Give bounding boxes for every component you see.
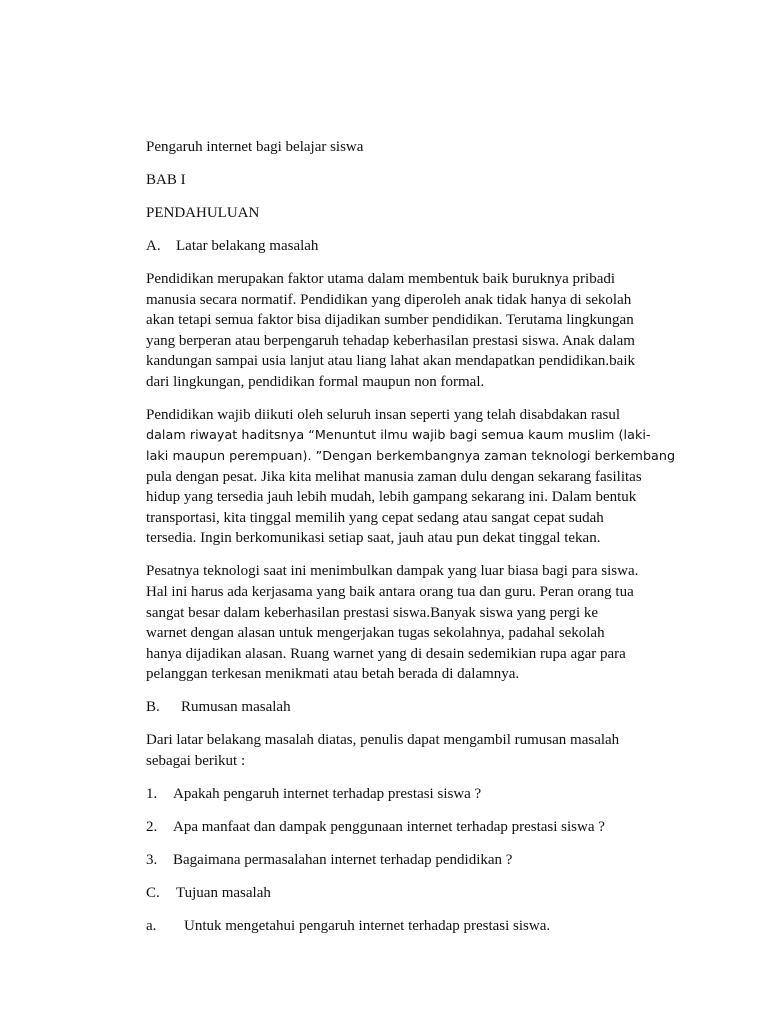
question-text: Apa manfaat dan dampak penggunaan internet terhadap prestasi siswa ? xyxy=(173,818,605,835)
section-b-heading xyxy=(146,697,666,718)
paragraph-line: transportasi, kita tinggal memilih yang cepat sedang atau sangat cepat sudah xyxy=(146,509,604,526)
section-b-marker: B. xyxy=(146,699,160,716)
document-body xyxy=(146,137,676,949)
chapter-title: PENDAHULUAN xyxy=(146,204,260,221)
paragraph-line: Hal ini harus ada kerjasama yang baik antara orang tua dan guru. Peran orang tua xyxy=(146,584,634,601)
paragraph-line: pula dengan pesat. Jika kita melihat manusia zaman dulu dengan sekarang fasilitas xyxy=(146,468,642,485)
paragraph-line xyxy=(146,446,676,467)
paragraph-line: manusia secara normatif. Pendidikan yang diperoleh anak tidak hanya di sekolah xyxy=(146,291,632,308)
paragraph-line: Pendidikan merupakan faktor utama dalam membentuk baik buruknya pribadi xyxy=(146,270,616,287)
question-number: 3. xyxy=(146,851,158,868)
paragraph-3 xyxy=(146,561,666,685)
paragraph-line: dari lingkungan, pendidikan formal maupun non formal. xyxy=(146,373,485,390)
objective-marker: a. xyxy=(146,917,157,934)
paragraph-line: yang berperan atau berpengaruh tehadap keberhasilan prestasi siswa. Anak dalam xyxy=(146,332,635,349)
paragraph-line: sebagai berikut : xyxy=(146,752,246,769)
section-c-heading xyxy=(146,883,666,904)
paragraph-line: kandungan sampai usia lanjut atau liang lahat akan mendapatkan pendidikan.baik xyxy=(146,353,636,370)
paragraph-text: ”Dengan berkembangnya zaman teknologi berkembang xyxy=(315,448,676,464)
paragraph-line: warnet dengan alasan untuk mengerjakan tugas sekolahnya, padahal sekolah xyxy=(146,625,605,642)
question-item xyxy=(146,817,666,838)
section-c-marker: C. xyxy=(146,884,160,901)
paragraph-2 xyxy=(146,405,676,549)
chapter-number: BAB I xyxy=(146,171,186,188)
paragraph-4 xyxy=(146,730,666,771)
section-b-title: Rumusan masalah xyxy=(181,699,291,716)
section-a-title: Latar belakang masalah xyxy=(176,237,319,254)
paragraph-line: Pendidikan wajib diikuti oleh seluruh insan seperti yang telah disabdakan rasul xyxy=(146,406,621,423)
document-title: Pengaruh internet bagi belajar siswa xyxy=(146,139,364,155)
objective-text: Untuk mengetahui pengaruh internet terhadap prestasi siswa. xyxy=(184,917,551,934)
hadith-quote: “Menuntut ilmu wajib bagi semua kaum muslim (laki- xyxy=(308,427,651,443)
question-item xyxy=(146,784,666,805)
objective-item xyxy=(146,916,666,937)
paragraph-line: sangat besar dalam keberhasilan prestasi siswa.Banyak siswa yang pergi ke xyxy=(146,604,599,621)
question-text: Apakah pengaruh internet terhadap prestasi siswa ? xyxy=(173,785,482,802)
question-number: 1. xyxy=(146,785,158,802)
paragraph-line: hanya dijadikan alasan. Ruang warnet yang di desain sedemikian rupa agar para xyxy=(146,645,626,662)
paragraph-line: pelanggan terkesan menikmati atau betah berada di dalamnya. xyxy=(146,666,520,683)
paragraph-line: hidup yang tersedia jauh lebih mudah, lebih gampang sekarang ini. Dalam bentuk xyxy=(146,489,637,506)
question-text: Bagaimana permasalahan internet terhadap pendidikan ? xyxy=(173,851,513,868)
question-number: 2. xyxy=(146,818,158,835)
section-a-marker: A. xyxy=(146,237,161,254)
section-a-heading xyxy=(146,236,666,257)
section-c-title: Tujuan masalah xyxy=(176,884,271,901)
paragraph-line: Dari latar belakang masalah diatas, penulis dapat mengambil rumusan masalah xyxy=(146,732,620,749)
question-item xyxy=(146,850,666,871)
paragraph-1 xyxy=(146,269,666,393)
paragraph-line: akan tetapi semua faktor bisa dijadikan sumber pendidikan. Terutama lingkungan xyxy=(146,312,634,329)
paragraph-line: tersedia. Ingin berkomunikasi setiap saat, jauh atau pun dekat tinggal tekan. xyxy=(146,530,601,547)
paragraph-line xyxy=(146,425,666,446)
paragraph-line: Pesatnya teknologi saat ini menimbulkan dampak yang luar biasa bagi para siswa. xyxy=(146,563,639,580)
hadith-quote-end: laki maupun perempuan). xyxy=(146,448,316,464)
paragraph-text: dalam riwayat haditsnya xyxy=(146,427,309,443)
